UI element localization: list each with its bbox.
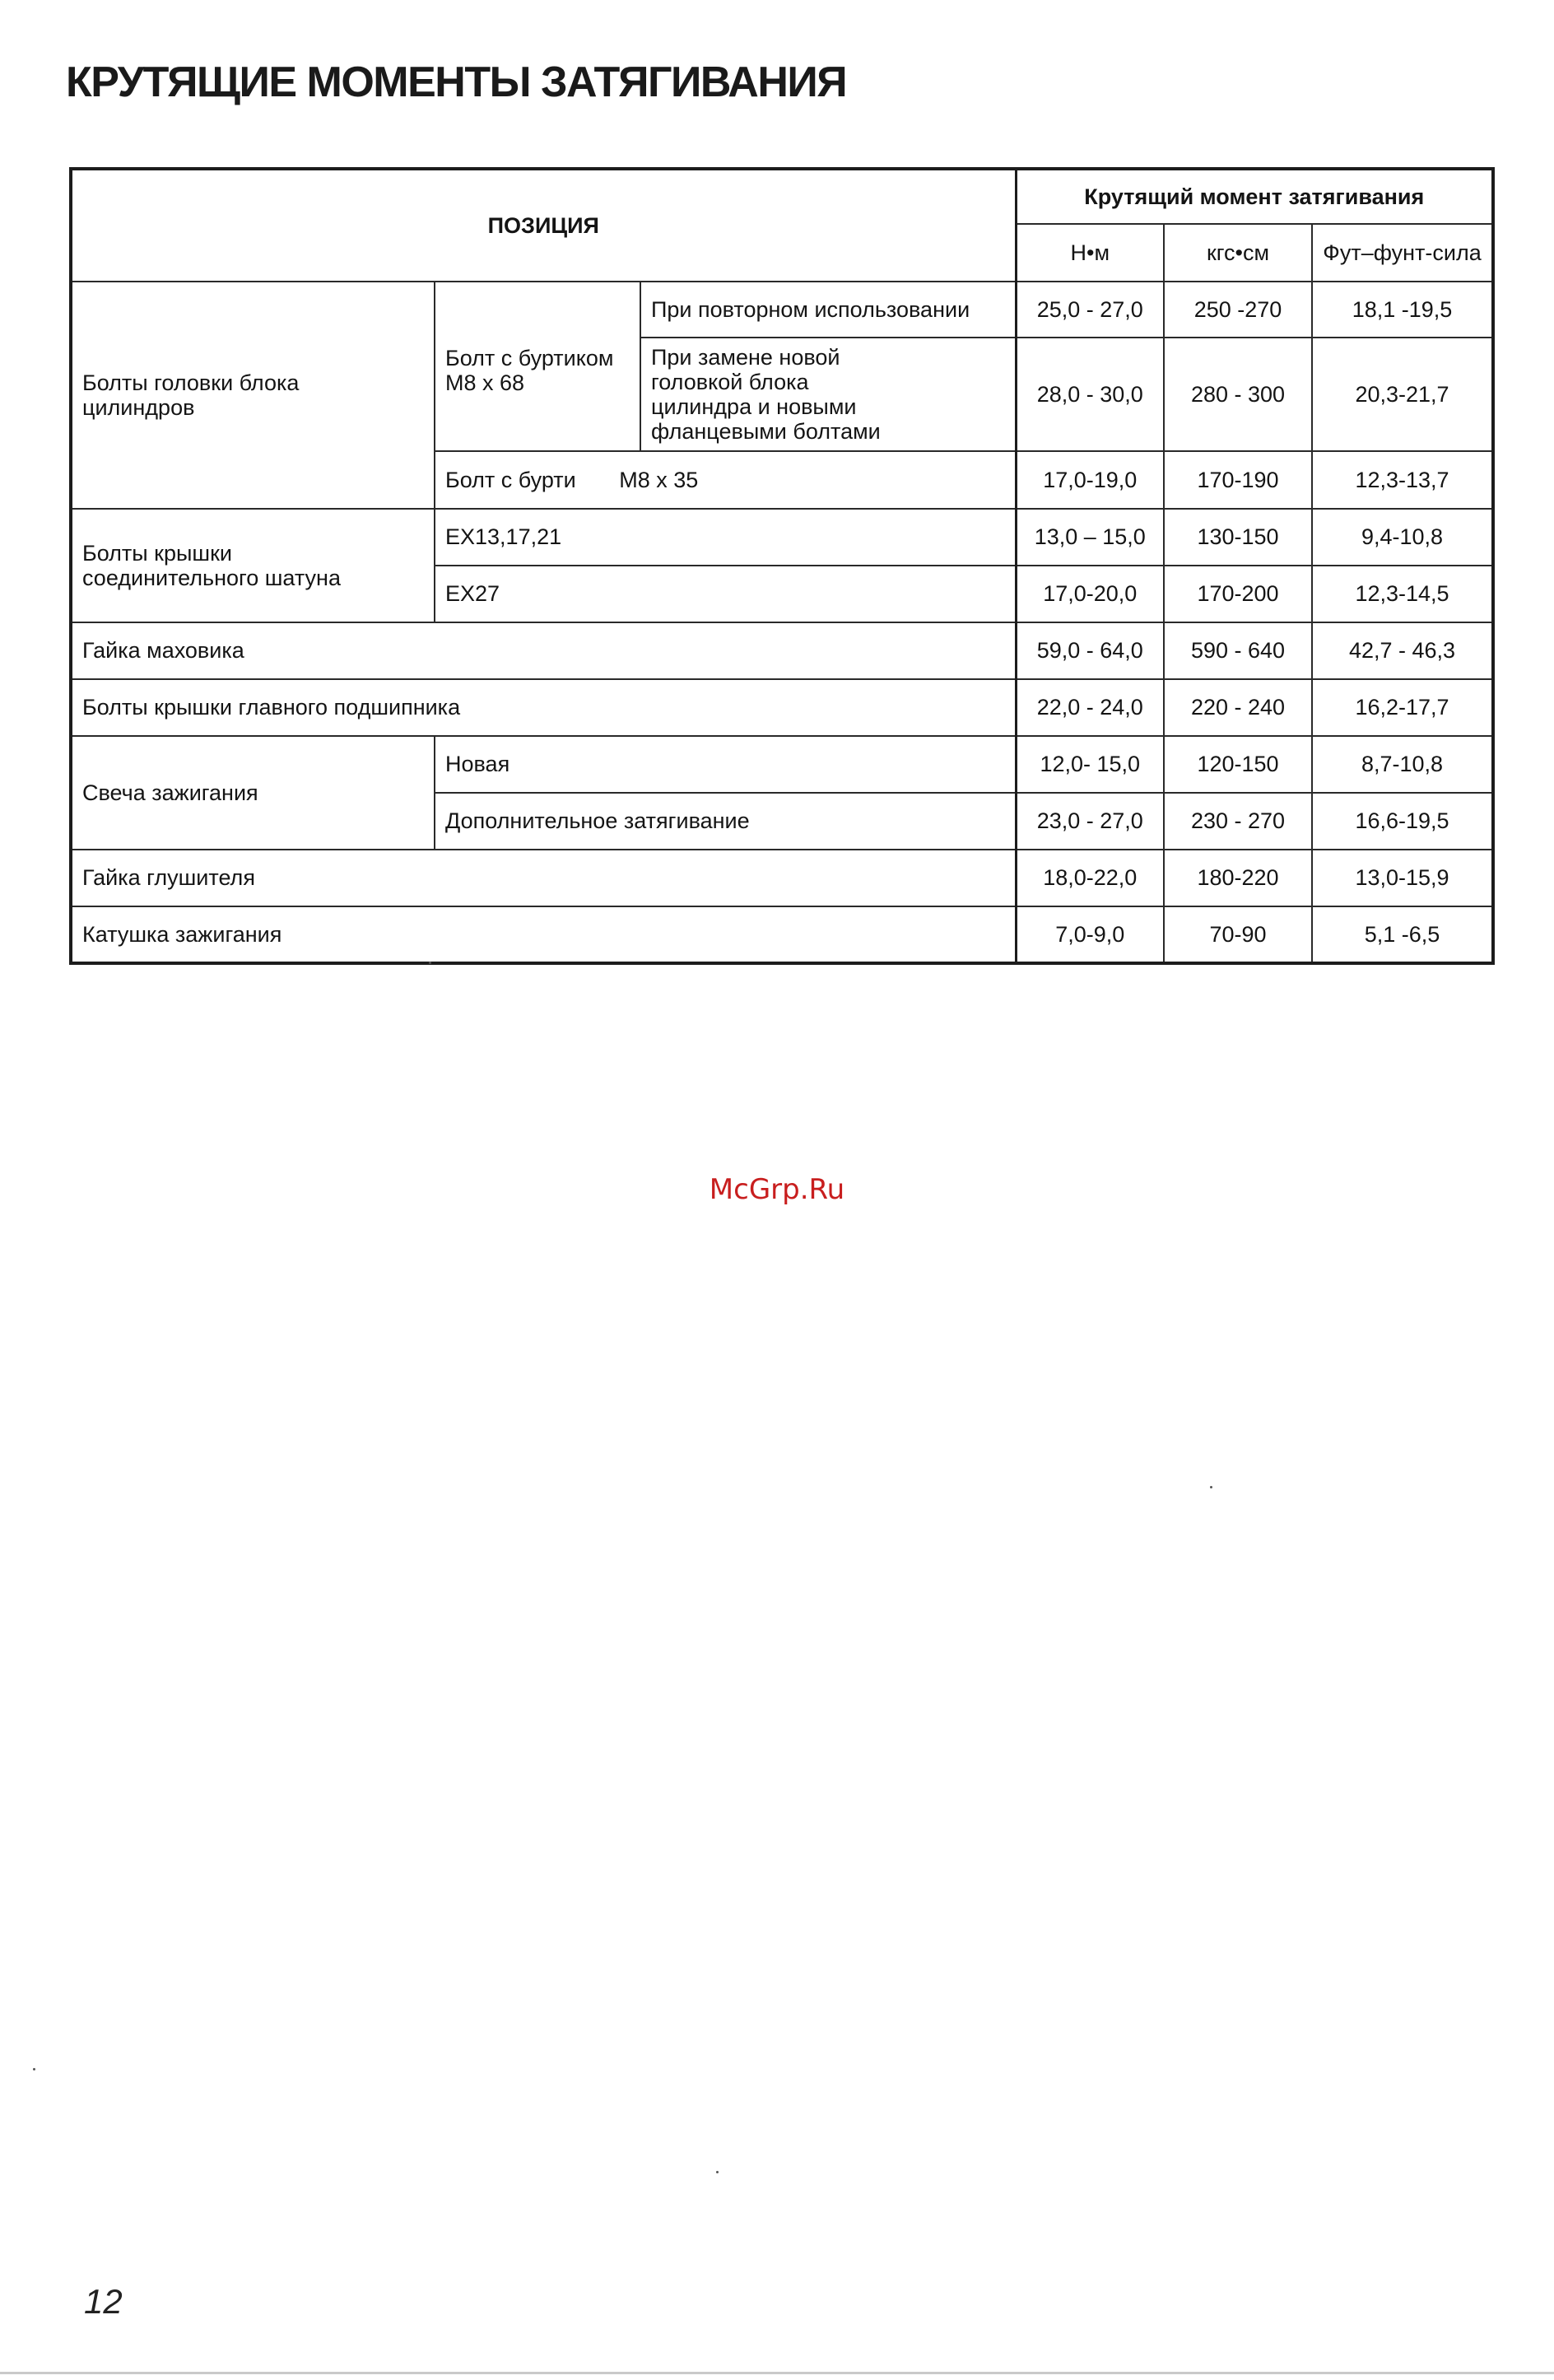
torque-header: Крутящий момент затягивания — [1016, 169, 1493, 224]
row-flywheel-nut: Гайка маховика — [71, 622, 1016, 679]
position-header: ПОЗИЦИЯ — [71, 169, 1016, 282]
sub-extra-tightening: Дополнительное затягивание — [435, 793, 1016, 850]
value-kgf-cm: 170-200 — [1164, 566, 1312, 622]
value-nm: 23,0 - 27,0 — [1016, 793, 1164, 850]
torque-table — [69, 167, 1495, 965]
watermark: McGrp.Ru — [709, 1173, 845, 1206]
scan-speck — [1210, 1486, 1212, 1488]
value-ft-lb: 13,0-15,9 — [1312, 850, 1493, 906]
value-kgf-cm: 70-90 — [1164, 906, 1312, 963]
page-edge — [0, 2372, 1554, 2374]
value-ft-lb: 42,7 - 46,3 — [1312, 622, 1493, 679]
value-nm: 12,0- 15,0 — [1016, 736, 1164, 793]
value-kgf-cm: 280 - 300 — [1164, 338, 1312, 451]
value-ft-lb: 20,3-21,7 — [1312, 338, 1493, 451]
value-ft-lb: 5,1 -6,5 — [1312, 906, 1493, 963]
value-nm: 18,0-22,0 — [1016, 850, 1164, 906]
value-nm: 7,0-9,0 — [1016, 906, 1164, 963]
value-nm: 13,0 – 15,0 — [1016, 509, 1164, 566]
row-group-spark-plug: Свеча зажигания — [71, 736, 435, 850]
sub-collar-bolt-35: Болт с бурти М8 х 35 — [435, 451, 1016, 509]
value-nm: 17,0-19,0 — [1016, 451, 1164, 509]
value-kgf-cm: 230 - 270 — [1164, 793, 1312, 850]
value-ft-lb: 18,1 -19,5 — [1312, 282, 1493, 338]
value-nm: 22,0 - 24,0 — [1016, 679, 1164, 736]
value-kgf-cm: 250 -270 — [1164, 282, 1312, 338]
row-ignition-coil: Катушка зажигания — [71, 906, 1016, 963]
value-nm: 17,0-20,0 — [1016, 566, 1164, 622]
row-main-bearing-bolts: Болты крышки главного подшипника — [71, 679, 1016, 736]
unit-header-nm: Н•м — [1016, 224, 1164, 282]
value-ft-lb: 16,6-19,5 — [1312, 793, 1493, 850]
sub-ex27: EX27 — [435, 566, 1016, 622]
scan-speck — [429, 962, 431, 964]
scan-speck — [716, 2171, 719, 2173]
value-kgf-cm: 590 - 640 — [1164, 622, 1312, 679]
value-ft-lb: 16,2-17,7 — [1312, 679, 1493, 736]
value-kgf-cm: 120-150 — [1164, 736, 1312, 793]
page-number: 12 — [84, 2282, 123, 2321]
value-nm: 25,0 - 27,0 — [1016, 282, 1164, 338]
condition-reuse: При повторном использовании — [640, 282, 1016, 338]
value-ft-lb: 8,7-10,8 — [1312, 736, 1493, 793]
condition-replace: При замене новой головкой блока цилиндра и новыми фланцевыми болтами — [640, 338, 1016, 451]
value-kgf-cm: 130-150 — [1164, 509, 1312, 566]
unit-header-ft-lb: Фут–фунт-сила — [1312, 224, 1493, 282]
row-group-head-bolts: Болты головки блока цилиндров — [71, 282, 435, 509]
page-title: КРУТЯЩИЕ МОМЕНТЫ ЗАТЯГИВАНИЯ — [66, 58, 847, 106]
value-nm: 59,0 - 64,0 — [1016, 622, 1164, 679]
sub-new: Новая — [435, 736, 1016, 793]
unit-header-kgf-cm: кгс•см — [1164, 224, 1312, 282]
value-kgf-cm: 170-190 — [1164, 451, 1312, 509]
value-ft-lb: 12,3-13,7 — [1312, 451, 1493, 509]
row-group-conrod-bolts: Болты крышки соединительного шатуна — [71, 509, 435, 622]
value-ft-lb: 12,3-14,5 — [1312, 566, 1493, 622]
scan-speck — [33, 2068, 35, 2070]
value-nm: 28,0 - 30,0 — [1016, 338, 1164, 451]
value-kgf-cm: 220 - 240 — [1164, 679, 1312, 736]
sub-ex13: EX13,17,21 — [435, 509, 1016, 566]
row-muffler-nut: Гайка глушителя — [71, 850, 1016, 906]
sub-collar-bolt-68: Болт с буртиком М8 х 68 — [435, 282, 640, 451]
value-ft-lb: 9,4-10,8 — [1312, 509, 1493, 566]
value-kgf-cm: 180-220 — [1164, 850, 1312, 906]
